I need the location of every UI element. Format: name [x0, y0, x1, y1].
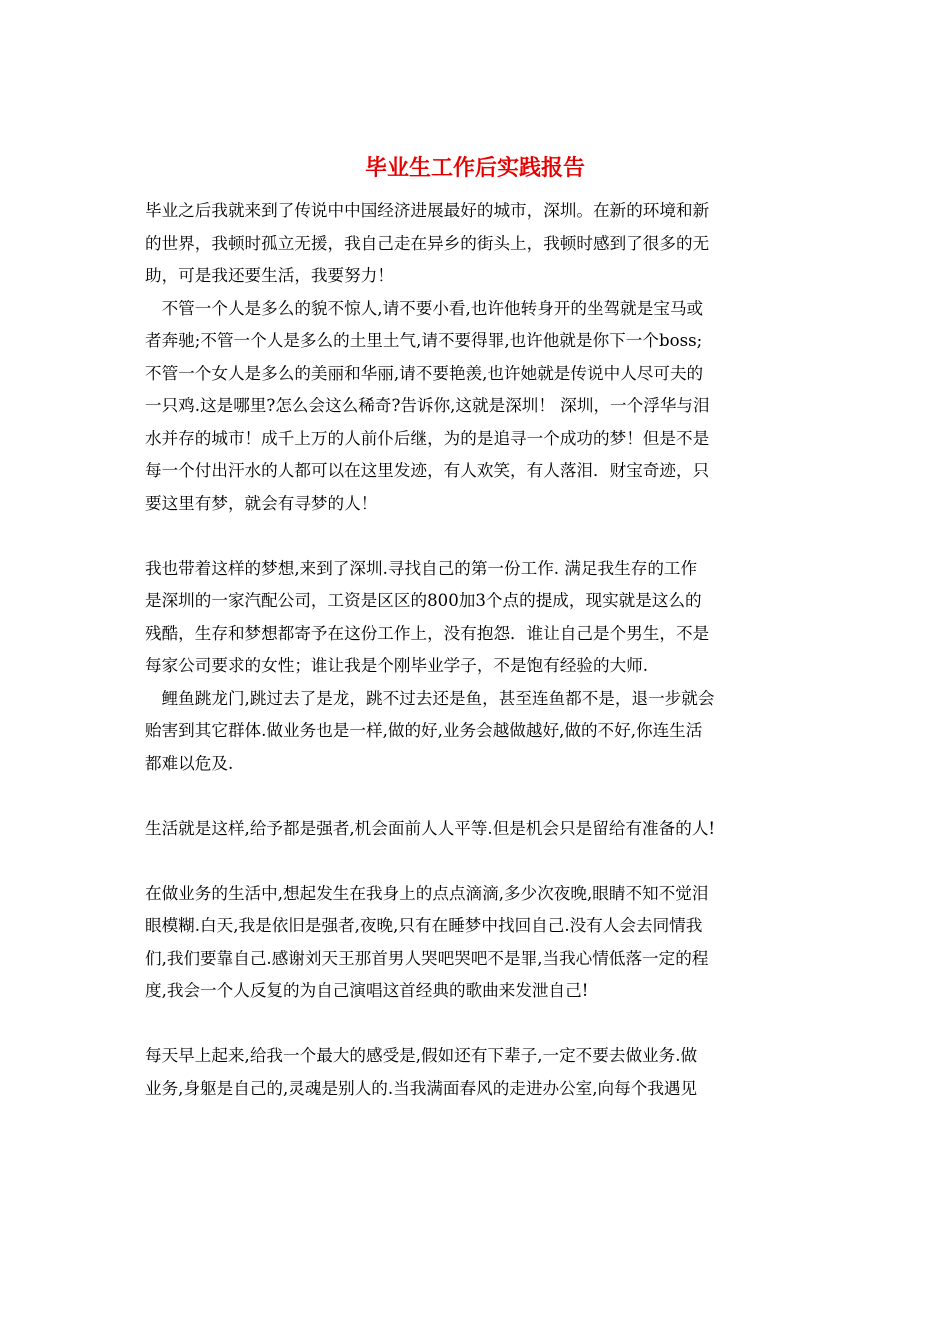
document-body: [145, 195, 825, 1105]
text-line: 度,我会一个人反复的为自己演唱这首经典的歌曲来发泄自己!: [145, 981, 589, 1000]
text-line: 助，可是我还要生活，我要努力！: [145, 266, 394, 285]
text-line: 残酷，生存和梦想都寄予在这份工作上，没有抱怨．谁让自己是个男生，不是: [145, 623, 710, 643]
document-title: 毕业生工作后实践报告: [364, 155, 585, 181]
text-line: 每天早上起来,给我一个最大的感受是,假如还有下辈子,一定不要去做业务.做: [145, 1046, 698, 1065]
text-line: 的世界，我顿时孤立无援，我自己走在异乡的街头上，我顿时感到了很多的无: [145, 233, 710, 253]
text-line: 一只鸡.这是哪里?怎么会这么稀奇?告诉你,这就是深圳！ 深圳，一个浮华与泪: [145, 396, 710, 415]
text-line: 每一个付出汗水的人都可以在这里发迹，有人欢笑，有人落泪．财宝奇迹，只: [145, 461, 710, 480]
text-line: 生活就是这样,给予都是强者,机会面前人人平等.但是机会只是留给有准备的人!: [145, 818, 716, 838]
text-line: 是深圳的一家汽配公司，工资是区区的800加3个点的提成，现实就是这么的: [145, 591, 702, 610]
text-line: 者奔驰;不管一个人是多么的土里土气,请不要得罪,也许他就是你下一个boss;: [145, 331, 703, 350]
blank-line: [145, 1008, 825, 1041]
text-line: 不管一个女人是多么的美丽和华丽,请不要艳羡,也许她就是传说中人尽可夫的: [145, 363, 704, 383]
blank-line: [145, 520, 825, 553]
text-line: 不管一个人是多么的貌不惊人,请不要小看,也许他转身开的坐驾就是宝马或: [145, 298, 704, 318]
text-line: 毕业之后我就来到了传说中中国经济进展最好的城市，深圳。在新的环境和新: [145, 201, 710, 220]
text-line: 我也带着这样的梦想,来到了深圳.寻找自己的第一份工作. 满足我生存的工作: [145, 558, 698, 578]
blank-line: [145, 845, 825, 878]
blank-line: [145, 780, 825, 813]
text-line: 要这里有梦，就会有寻梦的人！: [145, 493, 378, 513]
text-line: 贻害到其它群体.做业务也是一样,做的好,业务会越做越好,做的不好,你连生活: [145, 721, 703, 740]
text-line: 在做业务的生活中,想起发生在我身上的点点滴滴,多少次夜晚,眼睛不知不觉泪: [145, 883, 709, 903]
text-line: 水并存的城市！成千上万的人前仆后继，为的是追寻一个成功的梦！但是不是: [145, 428, 710, 448]
text-line: 鲤鱼跳龙门,跳过去了是龙，跳不过去还是鱼，甚至连鱼都不是，退一步就会: [145, 688, 715, 708]
text-line: 每家公司要求的女性；谁让我是个刚毕业学子，不是饱有经验的大师.: [145, 656, 649, 675]
text-line: 们,我们要靠自己.感谢刘天王那首男人哭吧哭吧不是罪,当我心情低落一定的程: [145, 948, 709, 968]
text-line: 业务,身躯是自己的,灵魂是别人的.当我满面春风的走进办公室,向每个我遇见: [145, 1078, 698, 1098]
text-line: 眼模糊.白天,我是依旧是强者,夜晚,只有在睡梦中找回自己.没有人会去同情我: [145, 916, 703, 935]
text-line: 都难以危及.: [145, 753, 234, 773]
